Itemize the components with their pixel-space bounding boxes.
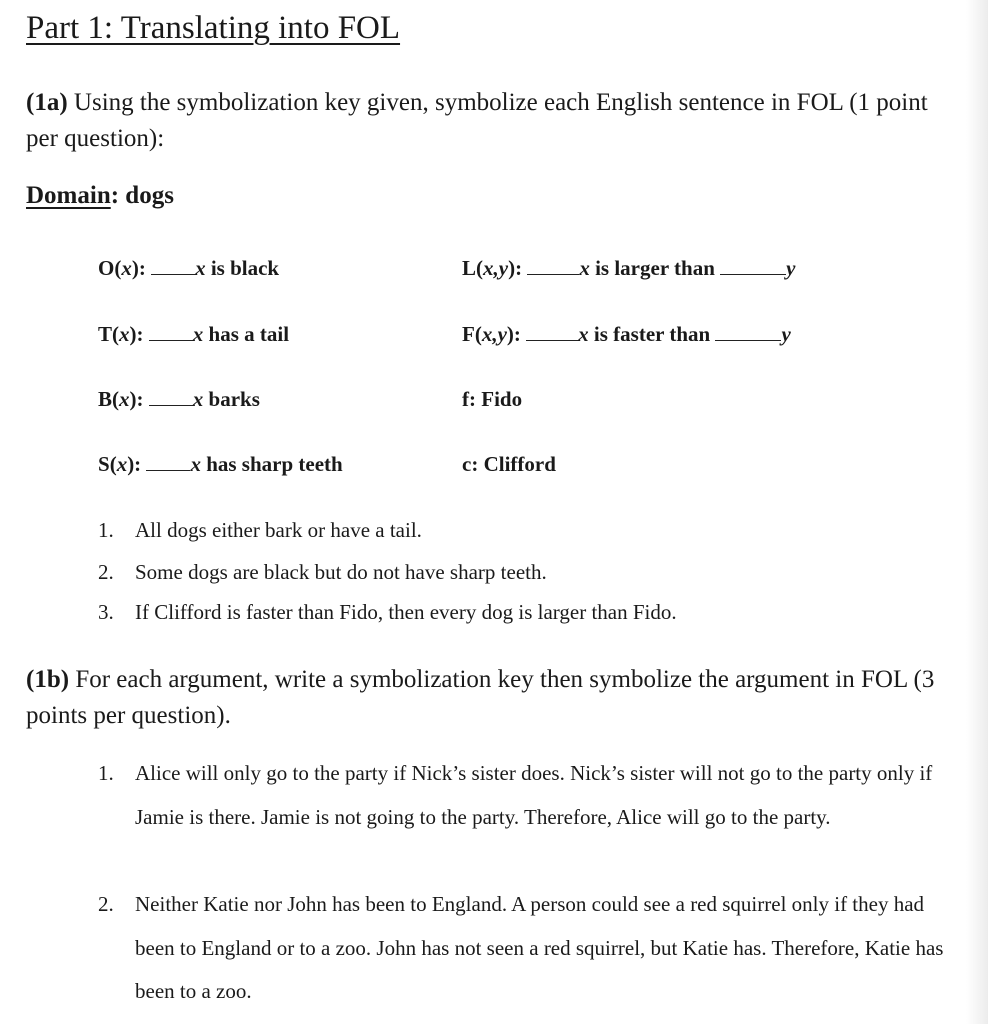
- key-entry-larger-than: L(x,y): x is larger than y: [462, 256, 796, 280]
- argument-item: [98, 883, 958, 1014]
- part-1b-instructions: [26, 662, 956, 734]
- part-1a-instructions: [26, 85, 956, 157]
- answer-blank: [149, 389, 193, 406]
- key-entry-tail: T(x): x has a tail: [98, 322, 290, 346]
- list-text: If Clifford is faster than Fido, then every dog is larger than Fido.: [135, 600, 677, 624]
- list-number: 3.: [98, 600, 114, 624]
- answer-blank: [151, 258, 195, 275]
- domain-label: Domain: [26, 182, 111, 209]
- part-1b-text: For each argument, write a symbolization key then symbolize the argument in FOL (3 points per question).: [26, 666, 935, 729]
- page-edge-shadow: [966, 0, 988, 1024]
- key-entry-fido: f: Fido: [462, 387, 523, 411]
- part-1a-label: (1a): [26, 89, 68, 116]
- key-entry-barks: B(x): x barks: [98, 387, 260, 411]
- part-1a-text: Using the symbolization key given, symbolize each English sentence in FOL (1 point per question):: [26, 89, 928, 152]
- domain-value: : dogs: [110, 182, 174, 209]
- domain-line: [26, 182, 174, 210]
- part-1b-label: (1b): [26, 666, 70, 693]
- list-item: [98, 560, 958, 590]
- answer-blank: [715, 324, 781, 341]
- argument-number: 1.: [98, 761, 114, 785]
- key-entry-sharp-teeth: S(x): x has sharp teeth: [98, 452, 343, 476]
- argument-text: Alice will only go to the party if Nick’s sister does. Nick’s sister will not go to the party only if Jamie is there. Jamie is not going to the party. Therefore, Alice will go to the party.: [135, 761, 933, 829]
- argument-number: 2.: [98, 892, 114, 916]
- list-item: [98, 518, 958, 548]
- list-number: 2.: [98, 560, 114, 584]
- answer-blank: [527, 258, 579, 275]
- list-text: All dogs either bark or have a tail.: [135, 518, 422, 542]
- list-item: [98, 600, 958, 630]
- page-title: Part 1: Translating into FOL: [26, 10, 401, 46]
- answer-blank: [149, 324, 193, 341]
- key-entry-faster-than: F(x,y): x is faster than y: [462, 322, 791, 346]
- list-text: Some dogs are black but do not have sharp teeth.: [135, 560, 547, 584]
- argument-text: Neither Katie nor John has been to England. A person could see a red squirrel only if they had been to England or to a zoo. John has not seen a red squirrel, but Katie has. Therefore, Katie has been to a zoo.: [135, 892, 944, 1003]
- list-number: 1.: [98, 518, 114, 542]
- key-entry-black: O(x): x is black: [98, 256, 280, 280]
- answer-blank: [720, 258, 786, 275]
- key-entry-clifford: c: Clifford: [462, 452, 556, 476]
- answer-blank: [526, 324, 578, 341]
- argument-item: [98, 752, 958, 839]
- answer-blank: [146, 454, 190, 471]
